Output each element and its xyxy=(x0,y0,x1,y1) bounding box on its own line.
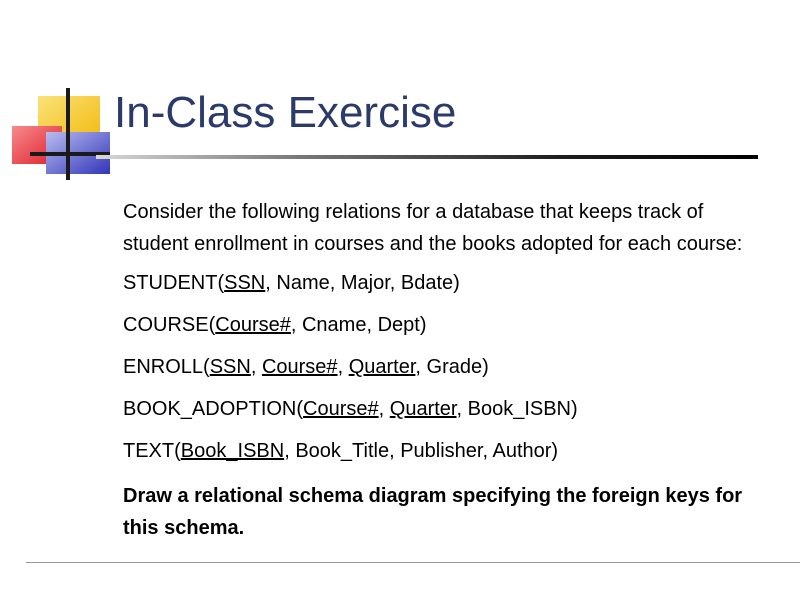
relation-name: TEXT xyxy=(123,440,175,462)
relation-name: BOOK_ADOPTION xyxy=(123,398,297,420)
attribute: Publisher xyxy=(400,440,483,462)
key-attribute: Course# xyxy=(215,314,291,336)
key-attribute: Book_ISBN xyxy=(180,440,285,462)
relation-name: ENROLL xyxy=(123,356,204,378)
relation-name: COURSE xyxy=(123,314,209,336)
relation-course: COURSE(Course#, Cname, Dept) xyxy=(123,314,427,336)
attribute: Dept xyxy=(377,314,420,336)
relation-enroll: ENROLL(SSN, Course#, Quarter, Grade) xyxy=(123,356,489,378)
slide-body xyxy=(123,196,763,554)
attribute: Major xyxy=(340,272,390,294)
key-attribute: SSN xyxy=(209,356,251,378)
slide-decoration-logo xyxy=(0,0,120,190)
relation-name: STUDENT xyxy=(123,272,218,294)
key-attribute: Course# xyxy=(303,398,379,420)
relation-text: TEXT(Book_ISBN, Book_Title, Publisher, Author) xyxy=(123,440,559,462)
deco-vertical-line xyxy=(66,88,70,180)
relations-list xyxy=(123,270,763,464)
key-attribute: Quarter xyxy=(348,356,416,378)
key-attribute: SSN xyxy=(224,272,266,294)
attribute: Name xyxy=(276,272,330,294)
key-attribute: Course# xyxy=(261,356,338,378)
attribute: Book_ISBN xyxy=(467,398,571,420)
relation-book-adoption: BOOK_ADOPTION(Course#, Quarter, Book_ISBN) xyxy=(123,398,578,420)
footer-rule xyxy=(26,562,800,563)
attribute: Author xyxy=(492,440,552,462)
attribute: Grade xyxy=(426,356,483,378)
task-paragraph: Draw a relational schema diagram specifying the foreign keys for this schema. xyxy=(123,485,743,539)
title-underline-rule xyxy=(96,155,758,159)
key-attribute: Quarter xyxy=(389,398,457,420)
attribute: Bdate xyxy=(400,272,454,294)
slide-title: In-Class Exercise xyxy=(114,88,457,137)
intro-paragraph: Consider the following relations for a database that keeps track of student enrollment in courses and the books adopted for each course: xyxy=(123,201,743,255)
attribute: Cname xyxy=(301,314,367,336)
attribute: Book_Title xyxy=(295,440,390,462)
relation-student: STUDENT(SSN, Name, Major, Bdate) xyxy=(123,272,460,294)
